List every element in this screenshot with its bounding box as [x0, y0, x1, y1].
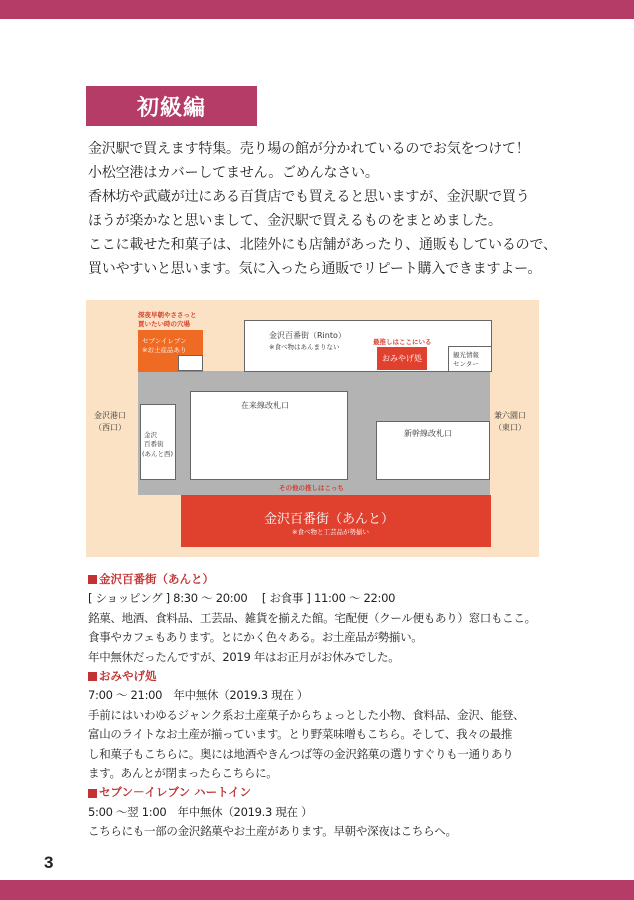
section-heading: おみやげ処	[88, 667, 558, 686]
section-heading: 金沢百番街（あんと）	[88, 570, 558, 589]
intro-text	[88, 137, 558, 281]
intro-line: ほうが楽かなと思いまして、金沢駅で買えるものをまとめました。	[88, 213, 502, 229]
west-exit-line1: 金沢港口	[94, 411, 126, 420]
section-line: 7:00 ～ 21:00 年中無休（2019.3 現在 ）	[88, 688, 309, 703]
map-corridor-right	[376, 371, 490, 421]
section-line: 食事やカフェもあります。とにかく色々ある。お土産品が勢揃い。	[88, 630, 423, 645]
seven-note-line2: 買いたい時の穴場	[138, 320, 190, 328]
anto-small-line1: 金沢	[144, 431, 157, 439]
square-bullet-icon	[88, 575, 97, 584]
east-exit-line1: 兼六園口	[494, 411, 526, 420]
anto-title: 金沢百番街（あんと）	[264, 512, 395, 527]
section-line: し和菓子もこちらに。奥には地酒やきんつば等の金沢銘菓の選りすぐりも一通りあり	[88, 746, 514, 761]
seven-box-line1: セブンイレブン	[142, 337, 187, 345]
rinto-note: ※食べ物はあんまりない	[269, 343, 340, 351]
intro-line: 小松空港はカバーしてません。ごめんなさい。	[88, 165, 379, 181]
omiyage-note: 最推しはここにいる	[373, 338, 432, 346]
west-exit-line2: （西口）	[94, 423, 126, 432]
anto-small-line3: (あんと西)	[142, 450, 174, 458]
omiyage-box-label: おみやげ処	[382, 354, 422, 363]
tourist-line2: センター	[453, 360, 479, 368]
section-line: 銘菓、地酒、食料品、工芸品、雑貨を揃えた館。宅配便（クール便もあり）窓口もここ。	[88, 610, 536, 625]
square-bullet-icon	[88, 672, 97, 681]
section-line: 5:00 ～翌 1:00 年中無休（2019.3 現在 ）	[88, 804, 313, 819]
section-line: 手前にはいわゆるジャンク系お土産菓子からちょっとした小物、食料品、金沢、能登、	[88, 707, 525, 722]
seven-small-room	[178, 355, 203, 371]
top-band	[0, 0, 634, 19]
section-line: [ ショッピング ] 8:30 ～ 20:00 [ お食事 ] 11:00 ～ 22:00	[88, 591, 396, 606]
section-line: こちらにも一部の金沢銘菓やお土産があります。早朝や深夜はこちらへ。	[88, 824, 457, 839]
rinto-title: 金沢百番街（Rinto）	[269, 331, 346, 340]
intro-line: 香林坊や武蔵が辻にある百貨店でも買えると思いますが、金沢駅で買う	[88, 189, 530, 205]
bottom-band	[0, 880, 634, 900]
seven-box-line2: ※お土産品あり	[142, 346, 187, 354]
anto-small-line2: 百番街	[144, 440, 164, 448]
section-line: 富山のライトなお土産が揃っています。とり野菜味噌もこちら。そして、我々の最推	[88, 727, 513, 742]
page-title: 初級編	[86, 86, 257, 126]
east-exit-line2: （東口）	[494, 423, 526, 432]
page-number: 3	[44, 853, 54, 872]
zairai-gate-label: 在来線改札口	[241, 401, 289, 410]
section-heading: セブン－イレブン ハートイン	[88, 783, 558, 802]
section-line: 年中無休だったんですが、2019 年はお正月がお休みでした。	[88, 649, 400, 664]
shop-sections	[88, 570, 558, 842]
intro-line: 買いやすいと思います。気に入ったら通販でリピート購入できますよー。	[88, 261, 542, 277]
other-note: その他の推しはこっち	[279, 484, 344, 492]
shinkansen-gate-label: 新幹線改札口	[404, 429, 452, 438]
section-line: ます。あんとが閉まったらこちらに。	[88, 766, 278, 781]
map-corridor-middle	[348, 371, 376, 495]
station-map	[86, 300, 539, 557]
tourist-line1: 観光情報	[453, 351, 479, 359]
omiyage-box	[377, 347, 427, 370]
intro-line: ここに載せた和菓子は、北陸外にも店舗があったり、通販もしているので、	[88, 237, 557, 253]
square-bullet-icon	[88, 789, 97, 798]
seven-note-line1: 深夜早朝やささっと	[138, 311, 197, 319]
anto-note: ※食べ物と工芸品が勢揃い	[292, 528, 369, 536]
intro-line: 金沢駅で買えます特集。売り場の館が分かれているのでお気をつけて！	[88, 141, 530, 157]
